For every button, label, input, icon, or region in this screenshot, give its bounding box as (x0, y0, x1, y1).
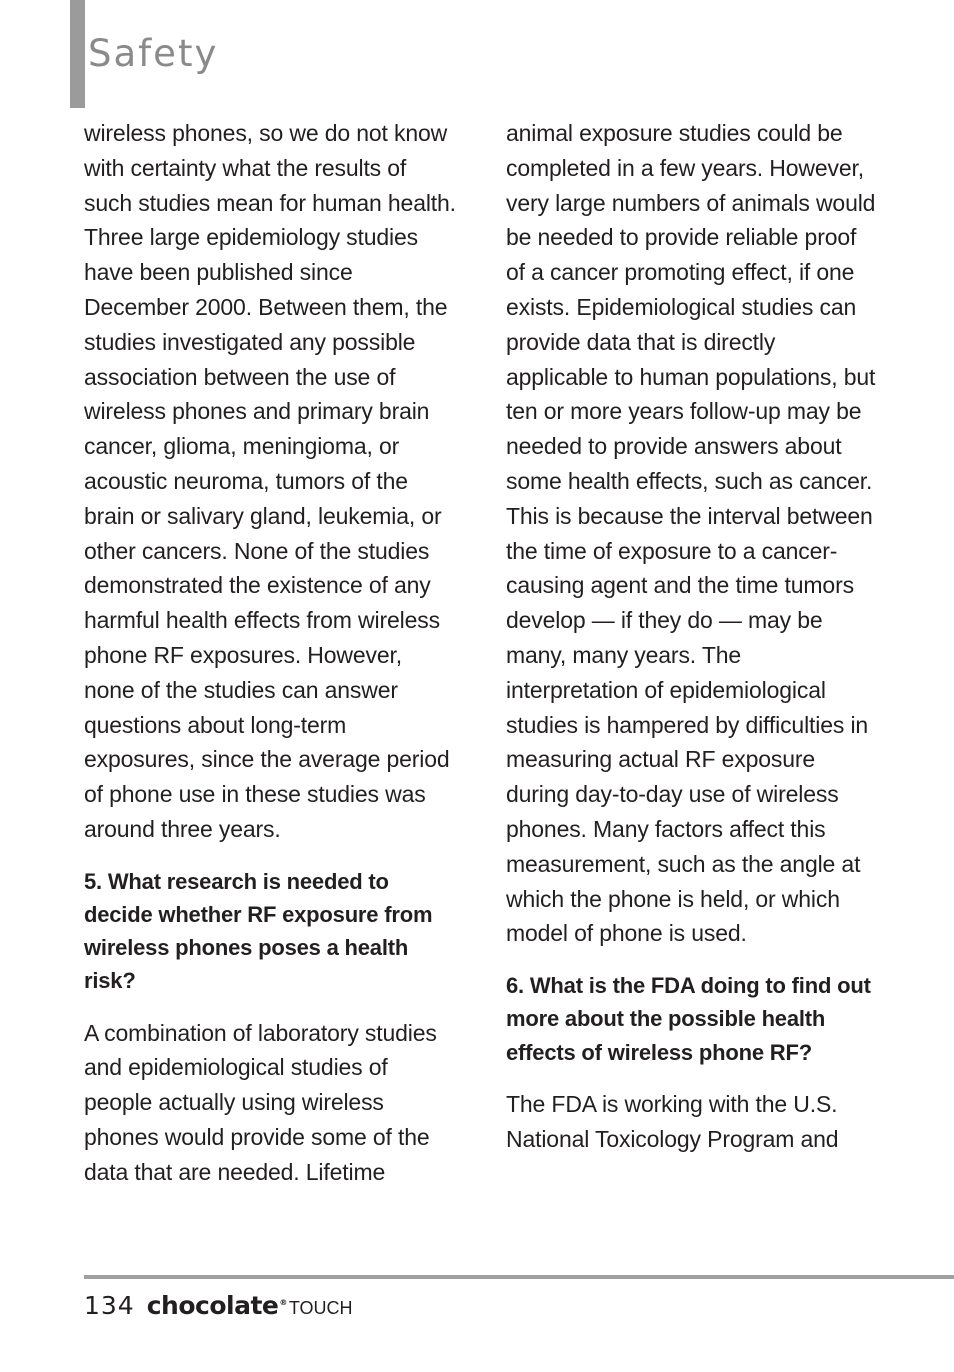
brand-suffix: TOUCH (288, 1298, 353, 1318)
right-column (506, 116, 878, 1156)
brand-logo (147, 1291, 287, 1320)
page-footer (84, 1291, 353, 1325)
footer-divider (84, 1275, 954, 1279)
question-5-heading: 5. What research is needed to decide whether RF exposure from wireless phones poses a health risk? (84, 868, 433, 994)
left-paragraph-1: wireless phones, so we do not know with certainty what the results of such studies mean for human health. Three large epidemiology studies have been published since December 2000. Between them, the studies investigated any possible association between the use of wireless phones and primary brain cancer, glioma, meningioma, or acoustic neuroma, tumors of the brain or salivary gland, leukemia, or other cancers. None of the studies demonstrated the existence of any harmful health effects from wireless phone RF exposures. However, none of the studies can answer questions about long-term exposures, since the average period of phone use in these studies was around three years. (84, 120, 456, 842)
section-side-bar (70, 0, 85, 108)
page-number: 134 (84, 1291, 135, 1320)
section-title: Safety (88, 32, 219, 75)
registered-mark: ® (279, 1297, 287, 1307)
brand-name: chocolate (146, 1291, 279, 1320)
left-column (84, 116, 456, 1190)
left-paragraph-2: A combination of laboratory studies and epidemiological studies of people actually using wireless phones would provide some of the data that are needed. Lifetime (84, 1019, 437, 1185)
right-paragraph-1: animal exposure studies could be completed in a few years. However, very large numbers of animals would be needed to provide reliable proof of a cancer promoting effect, if one exists. Epidemiological studies can provide data that is directly applicable to human populations, but ten or more years follow-up may be needed to provide answers about some health effects, such as cancer. This is because the interval between the time of exposure to a cancer-causing agent and the time tumors develop — if they do — may be many, many years. The interpretation of epidemiological studies is hampered by difficulties in measuring actual RF exposure during day-to-day use of wireless phones. Many factors affect this measurement, such as the angle at which the phone is held, or which model of phone is used. (506, 120, 876, 947)
right-paragraph-2: The FDA is working with the U.S. National Toxicology Program and (506, 1090, 839, 1152)
question-6-heading: 6. What is the FDA doing to find out more about the possible health effects of wireless phone RF? (506, 973, 871, 1065)
